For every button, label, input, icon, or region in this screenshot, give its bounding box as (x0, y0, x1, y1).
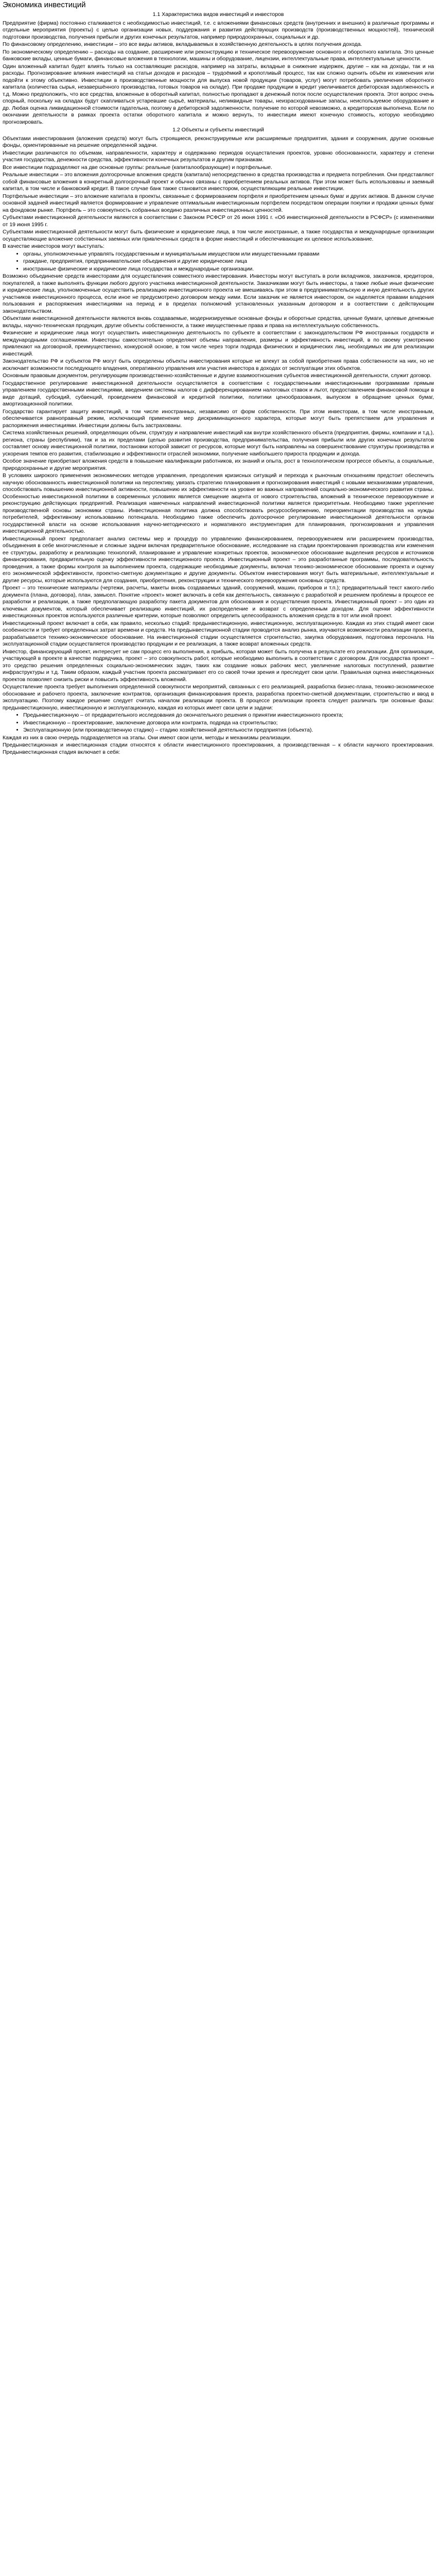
paragraph: Государство гарантирует защиту инвестиций, в том числе иностранных, независимо от форм собственности. При этом инвесторам, в том числе иностранным, обеспечивается равноправный режим, исключающий применение мер дискриминационного характера, которые могут быть препятствием для управления и распоряжения инвестициями. Инвестиции должны быть застрахованы. (3, 408, 434, 429)
bullet-list (3, 251, 434, 273)
paragraph: Инвестор, финансирующий проект, интересует не сам процесс его выполнения, а прибыль, которая может быть получена в результате его реализации. Для организации, участвующей в проекте в качестве подрядчика, проект – это совокупность работ, которые необходимо выполнить в соответствии с договором. Для государства проект – это средство решения определенных социально-экономических задач, таких как создание новых рабочих мест, увеличение налоговых поступлений, развитие инфраструктуры и т.д. Таким образом, каждый участник проекта рассматривает его со своей точки зрения и преследует свои цели. Правильная оценка инвестиционных проектов позволяет снизить риски и повысить эффективность вложений. (3, 648, 434, 683)
paragraph: Субъектами инвестиционной деятельности являются в соответствии с Законом РСФСР от 26 июня 1991 г. «Об инвестиционной деятельности в РСФСР» (с изменениями от 19 июня 1995 г. (3, 214, 434, 228)
paragraph: Основным правовым документом, регулирующим производственно-хозяйственные и другие взаимоотношения субъектов инвестиционной деятельности, служит договор. (3, 372, 432, 379)
paragraph: В качестве инвесторов могут выступать: (3, 243, 104, 249)
paragraph: Объектами инвестирования (вложения средств) могут быть строящиеся, реконструируемые или расширяемые предприятия, здания и сооружения, другие основные фонды, ориентированные на решение определенной задачи. (3, 135, 434, 148)
list-item: • иностранные физические и юридические лица государства и международные организации. (23, 266, 434, 273)
paragraph: Особое значение приобретают вложения средств в повышение квалификации работников, их знаний и опыта, рост в технологическом прогрессе объекты, а социальные, природоохранные и другие мероприятия. (3, 458, 434, 471)
list-item: • органы, уполномоченные управлять государственным и муниципальным имуществом или имущественными правами (23, 251, 434, 258)
document-body (3, 11, 434, 756)
section-heading: 1.2 Объекты и субъекты инвестиций (172, 127, 264, 133)
paragraph: Все инвестиции подразделяют на две основные группы: реальные (капиталообразующие) и портфельные. (3, 164, 272, 171)
paragraph: Реальные инвестиции – это вложения долгосрочные вложения средств (капитала) непосредственно в средства производства и предмета потребления. Они представляют собой финансовые вложения в конкретный долгосрочный проект и обычно связаны с приобретением реальных активов. При этом может быть использованы и заемный капитал, в том числе и банковский кредит. В такое случае банк также становится инвестором, осуществляющим реальные инвестиции. (3, 172, 434, 192)
paragraph: По экономическому определению – расходы на создание, расширение или реконструкцию и техническое перевооружение основного и оборотного капитала. Это ценные банковские вклады, ценные бумаги, финансовые вложения в технологии, машины и оборудование, лицензии, интеллектуальные права, интеллектуальные ценности. (3, 48, 434, 62)
bullet-list (3, 712, 434, 734)
paragraph: Проект – это технические материалы (чертежи, расчеты, макеты вновь создаваемых зданий, сооружений, машин, приборов и т.п.); предварительный текст какого-либо документа (плана, договора), план, замысел. Понятие «проект» может включать в себя как деятельность, связанную с разработкой и решением проблемы в процессе ее разработки и реализации, а также предполагающую разработку пакета документов для обоснования и осуществления проекта. Инвестиционный проект – это один из ключевых документов, который обеспечивает реализацию инвестиций, их распределение и возврат с определенным доходом. Для оценки эффективности инвестиционных проектов используются различные критерии, которые позволяют определить целесообразность вложения средств в тот или иной проект. (3, 585, 434, 619)
paragraph: По финансовому определению, инвестиции – это все виды активов, вкладываемых в хозяйственную деятельность в целях получения дохода. (3, 41, 362, 47)
paragraph: Каждая из них в свою очередь подразделяется на этапы. Они имеют свои цели, методы и механизмы реализации. (3, 734, 291, 741)
list-item: • Предынвестиционную – от предварительного исследования до окончательного решения о принятии инвестиционного проекта; (23, 712, 434, 719)
section-heading: 1.1 Характеристика видов инвестиций и инвесторов (152, 11, 284, 18)
paragraph: Физические и юридические лица могут осуществить инвестиционную деятельность по субъекте в соответствии с законодательством РФ иностранных государств и международными соглашениями. Инвесторы самостоятельно определяют объемы направления, размеры и эффективность инвестиций, в по своему усмотрению привлекают на договорной, преимущественно, конкурсной основе, в том числе через торги подряда физических и юридических лиц, необходимых им для реализации инвестиций. (3, 330, 434, 357)
list-item: • граждане, предприятия, предпринимательские объединения и другие юридические лица (23, 258, 434, 265)
paragraph: Инвестиционный проект предполагает анализ системы мер и процедур по управлению финансированием, перевооружением или расширением производства, объединения в себе многочисленные и сложные задачи включая предварительное обоснование, исследование на стадии проектирования производства или изменения ее структуры, разработку и реализацию технологий, планирование и управление конкретных проектов, экономическое обоснование выделения ресурсов и источников финансирования, предварительную оценку эффективности инвестиционного проекта. Инвестиционный проект – это разработанные программы, последовательность проведения, а также формы контроля за выполнением проекта, содержащие необходимые документы, включая технико-экономическое обоснование проекта и оценку его экономической эффективности, проектно-сметную документацию и другие документы. Объектом инвестирования могут быть материальные, интеллектуальные и другие ресурсы, которые используются для создания, приобретения, реконструкции и технического перевооружения основных средств. (3, 535, 434, 584)
paragraph: Государственное регулирование инвестиционной деятельности осуществляется в соответствии с государственными инвестиционными программами прямым управлением государственными инвестициями, введением системы налогов с дифференцированием налоговых ставок и льгот, предоставлением финансовой помощи в виде дотаций, субсидий, субвенций, проведением финансовой и кредитной политики, политики ценообразования, выпуском в обращение ценных бумаг, амортизационной политики. (3, 380, 434, 407)
document-title: Экономика инвестиций (3, 1, 86, 9)
paragraph: В условиях широкого применения экономических методов управления, преодоления кризисных ситуаций и перехода к рыночным отношениям предстоит обеспечить научную обоснованность инвестиционной политики на перспективу, увязать стратегию планирования и прогнозирования инвестиций с новыми механизмами управления, способствовать повышению инвестиционной активности, повышению их эффективности на уровне во важных направлений социально-экономического развития страны. Особенностью инвестиционной политики в современных условиях является смещение акцента от нового строительства, вложений в техническое перевооружение и реконструкцию действующих предприятий. Реализация намеченных направлений инвестиционной политики является приоритетным. Необходимо также укрепление производственной основы экономики страны. Инвестиционная политика должна способствовать ресурсосбережению, переориентации производства на нужды потребителей, эффективному использованию потенциала. Необходимо также обеспечить долгосрочное регулирование инвестиционной деятельности органов государственной власти на основе использования научно-методического и нормативного инструментария для планирования, прогнозирования и управления инвестиционной деятельностью. (3, 472, 434, 534)
paragraph: Система хозяйственных решений, определяющих объем, структуру и направление инвестиций как внутри хозяйственного объекта (предприятия, фирмы, компании и т.д.), региона, страны (республики), так и за их пределами (целью развития производства, предпринимательства, получения прибыли или других конечных результатов составляет основу инвестиционной политики, постановки которой зависит от ресурсов, которые могут быть направлены на совершенствование структуры производства и ускорения темпов его развития, стабилизацию и эффективности отраслей экономики, получение наибольшего прироста продукции и дохода. (3, 430, 434, 457)
paragraph: Законодательство РФ и субъектов РФ могут быть определены объекты инвестирования которые не влекут за собой приобретения права собственности на них, но не исключает возможности последующего владения, оперативного управления или участия инвестора в доходах от эксплуатации этих объектов. (3, 358, 434, 371)
list-item: • Инвестиционную – проектирование, заключение договора или контракта, подряда на строительство; (23, 720, 434, 727)
paragraph: Один вложенный капитал будет влиять только на составляющие расходов, например на затраты, вкладные в снижение издержек, другие – как на доходы, так и на расходы. Прогнозирование влияния инвестиций на статьи доходов и расходов – трудоёмкий и кропотливый процесс, так как сложно оценить объём их изменения или подойти к этому объективно. Инвестиции в производственные мощности для выпуска новой продукции (товаров, услуг) могут потребовать увеличения оборотного капитала (количества сырья, незавершённого производства, готовых товаров на складе). При продаже продукции в кредит увеличивается дебиторская задолженность и т.д. Можно предположить, что все средства, вложенные в оборотный капитал, полностью пропадают в денежный поток после осуществления проекта. Этот вопрос очень спорный, поскольку на складах будут скапливаться устаревшие сырьё, материалы, неликвидные товары, неизрасходованные запасы, неиспользуемое оборудование и др. Любая оценка ликвидационной стоимости гадательна, поэтому в дебиторской задолженности, получение по которой невозможно, а кредиторская выполнена. Если по окончании деятельности в рамках проекта остатки оборотного капитала и можно вернуть, то инвестиции имеют конечную стоимость, которую необходимо прогнозировать. (3, 63, 434, 125)
paragraph: Осуществление проекта требует выполнения определенной совокупности мероприятий, связанных с его реализацией, разработка бизнес-плана, технико-экономическое обоснование и рабочего проекта, заключение контрактов, организация финансирования проекта, разработка проектно-сметной документации, строительство и ввод в эксплуатацию. Поэтому каждое решение следует считать началом реализации проекта. В процессе реализации проекта следует различать три основные фазы: предынвестиционную, инвестиционную и эксплуатационную, каждая из которых имеет свои цели и задачи: (3, 684, 434, 711)
paragraph: Портфельные инвестиции – это вложение капитала в проекты, связанные с формированием портфеля и приобретением ценных бумаг и других активов. В данном случае основной задачей инвестиций является формирование и управление оптимальным инвестиционным портфелем посредством операции покупки и продажи ценных бумаг на фондовом рынке. Портфель – это совокупность собранных воедино различных инвестиционных ценностей. (3, 193, 434, 213)
paragraph: Предынвестиционная и инвестиционная стадии относятся к области инвестиционного проектирования, а производственная – к области научного проектирования. Предынвестиционная стадия включает в себя: (3, 742, 434, 755)
paragraph: Объектами инвестиционной деятельности являются вновь создаваемые, модернизируемые основные фонды и оборотные средства, ценные бумаги, целевые денежные вклады, научно-техническая продукция, другие объекты собственности, а также имущественные права и права на интеллектуальную собственность. (3, 315, 434, 329)
paragraph: Инвестиционный проект включает в себя, как правило, несколько стадий: предынвестиционную, инвестиционную, эксплуатационную. Каждая из этих стадий имеет свои особенности и требует определенных затрат времени и средств. На предынвестиционной стадии проводится анализ рынка, изучаются возможности реализации проекта, разрабатывается технико-экономическое обоснование. На инвестиционной стадии осуществляется строительство, закупка оборудования, подготовка персонала. На эксплуатационной стадии осуществляется производство продукции и ее реализация, а также возврат вложенных средств. (3, 620, 434, 647)
paragraph: Субъектами инвестиционной деятельности могут быть физические и юридические лица, в том числе иностранные, а также государства и международные организации осуществляющие вложение собственных заемных или привлеченных средств в форме инвестиций и обеспечивающие их целевое использование. (3, 229, 434, 242)
list-item: • Эксплуатационную (или производственную стадию) – стадию хозяйственной деятельности предприятия (объекта). (23, 727, 434, 734)
paragraph: Возможно объединение средств инвесторами для осуществления совместного инвестирования. Инвесторы могут выступать в роли вкладчиков, заказчиков, кредиторов, покупателей, а также выполнять функции любого другого участника инвестиционной деятельности. Заказчиками могут быть инвесторы, а также любые иные физические и юридические лица, уполномоченные осуществить реализацию инвестиционного проекта не вмешиваясь при этом в предпринимательскую и иную деятельность других участников инвестиционного процесса, если иное не предусмотрено договором между ними. Если заказчик не является инвестором, он наделяется правами владения пользования и распоряжения инвестициями на период и в пределах полномочий установленных указанным договором и в соответствии с действующим законодательством. (3, 273, 434, 314)
paragraph: Предприятие (фирма) постоянно сталкивается с необходимостью инвестиций, т.е. с вложениями финансовых средств (внутренних и внешних) в различные программы и отдельные мероприятия (проекты) с целью организации новых, поддержания и развития действующих производств (производственных мощностей), технической подготовки производства, получения прибыли и других конечных результатов, например природоохранных, социальных и др. (3, 20, 434, 40)
paragraph: Инвестиции различаются по объемам, направленности, характеру и содержанию периодов осуществления проектов, уровню обоснованности, характеру и степени участия государства, денежности средства, эффективности конечных результатов и другим признакам. (3, 149, 434, 163)
